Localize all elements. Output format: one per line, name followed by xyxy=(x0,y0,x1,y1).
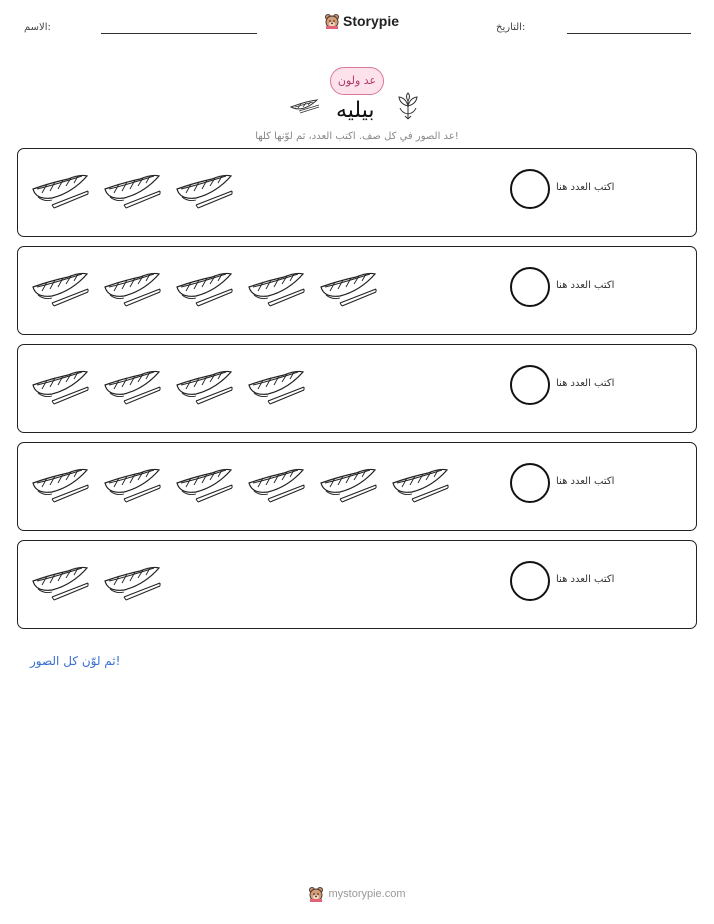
bear-mascot-icon xyxy=(324,13,340,29)
answer-circle[interactable] xyxy=(510,365,550,405)
coloring-note: ثم لوّن كل الصور! xyxy=(30,654,121,668)
answer-prompt: اكتب العدد هنا xyxy=(556,476,615,487)
counting-row xyxy=(17,344,697,433)
canoe-icon[interactable] xyxy=(318,265,378,309)
canoe-icon[interactable] xyxy=(30,461,90,505)
canoe-icon[interactable] xyxy=(30,363,90,407)
canoe-icon[interactable] xyxy=(102,461,162,505)
canoe-icon[interactable] xyxy=(30,559,90,603)
counting-row xyxy=(17,148,697,237)
brand-logo xyxy=(324,13,399,29)
canoe-icon[interactable] xyxy=(174,167,234,211)
counting-row xyxy=(17,540,697,629)
bear-mascot-icon xyxy=(308,886,324,902)
answer-prompt: اكتب العدد هنا xyxy=(556,574,615,585)
plant-icon xyxy=(396,92,420,120)
name-write-line[interactable] xyxy=(101,33,257,34)
boat-group xyxy=(30,167,234,211)
instructions: عد الصور في كل صف. اكتب العدد، ثم لوّنها كلها! xyxy=(255,131,459,142)
footer-url: mystorypie.com xyxy=(328,888,406,900)
counting-row xyxy=(17,246,697,335)
answer-prompt: اكتب العدد هنا xyxy=(556,182,615,193)
canoe-icon[interactable] xyxy=(102,363,162,407)
date-label: التاريخ: xyxy=(496,22,526,33)
footer-brand xyxy=(0,886,714,902)
answer-circle[interactable] xyxy=(510,267,550,307)
counting-row xyxy=(17,442,697,531)
boat-icon xyxy=(289,96,321,116)
answer-circle[interactable] xyxy=(510,463,550,503)
answer-prompt: اكتب العدد هنا xyxy=(556,280,615,291)
canoe-icon[interactable] xyxy=(30,167,90,211)
boat-group xyxy=(30,363,306,407)
boat-group xyxy=(30,559,162,603)
canoe-icon[interactable] xyxy=(246,461,306,505)
brand-name: Storypie xyxy=(343,13,400,29)
canoe-icon[interactable] xyxy=(318,461,378,505)
canoe-icon[interactable] xyxy=(246,265,306,309)
canoe-icon[interactable] xyxy=(174,363,234,407)
canoe-icon[interactable] xyxy=(246,363,306,407)
answer-circle[interactable] xyxy=(510,561,550,601)
boat-group xyxy=(30,461,450,505)
activity-badge: عد ولون xyxy=(330,67,384,95)
answer-circle[interactable] xyxy=(510,169,550,209)
canoe-icon[interactable] xyxy=(174,461,234,505)
canoe-icon[interactable] xyxy=(30,265,90,309)
canoe-icon[interactable] xyxy=(102,167,162,211)
canoe-icon[interactable] xyxy=(174,265,234,309)
canoe-icon[interactable] xyxy=(102,559,162,603)
boat-group xyxy=(30,265,378,309)
canoe-icon[interactable] xyxy=(390,461,450,505)
name-label: الاسم: xyxy=(24,22,51,33)
answer-prompt: اكتب العدد هنا xyxy=(556,378,615,389)
worksheet-title: بيليه xyxy=(336,98,375,123)
date-write-line[interactable] xyxy=(567,33,691,34)
canoe-icon[interactable] xyxy=(102,265,162,309)
